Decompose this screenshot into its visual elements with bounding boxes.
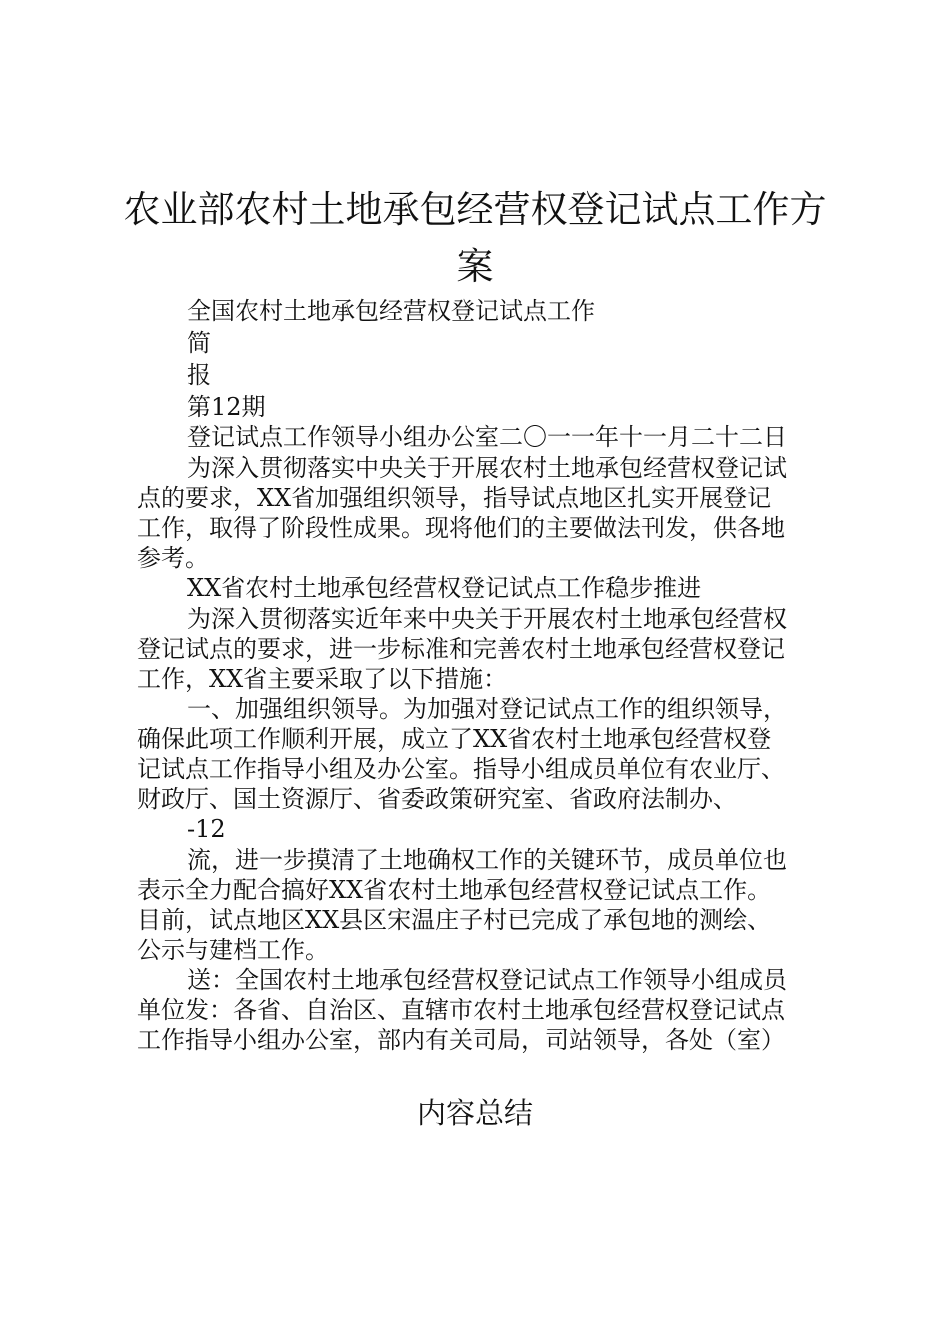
summary-heading: 内容总结 [416,1096,533,1130]
bulletin-name: 全国农村土地承包经营权登记试点工作 [187,297,595,325]
paragraph-line: 点的要求，XX省加强组织领导，指导试点地区扎实开展登记 [137,484,772,512]
bulletin-char-bao: 报 [187,361,211,389]
paragraph-line: 目前，试点地区XX县区宋温庄子村已完成了承包地的测绘、 [137,906,772,934]
paragraph-line: 财政厅、国土资源厅、省委政策研究室、省政府法制办、 [137,785,737,813]
section-heading: XX省农村土地承包经营权登记试点工作稳步推进 [187,574,702,602]
issue-number: 第12期 [187,393,266,421]
paragraph-line: 登记试点的要求，进一步标准和完善农村土地承包经营权登记 [137,635,785,663]
paragraph-line: 一、加强组织领导。为加强对登记试点工作的组织领导， [187,695,787,723]
document-title-line-1: 农业部农村土地承包经营权登记试点工作方 [123,188,827,231]
paragraph-line: 确保此项工作顺利开展，成立了XX省农村土地承包经营权登 [137,725,772,753]
paragraph-line: 公示与建档工作。 [137,936,329,964]
page-marker: -12 [187,815,226,843]
paragraph-line: 工作，取得了阶段性成果。现将他们的主要做法刊发，供各地 [137,514,785,542]
paragraph-line: 工作，XX省主要采取了以下措施： [137,665,508,693]
distribution-line: 工作指导小组办公室，部内有关司局，司站领导，各处（室） [137,1026,785,1054]
bulletin-char-jian: 简 [187,329,211,357]
paragraph-line: 参考。 [137,544,209,572]
distribution-line: 单位发：各省、自治区、直辖市农村土地承包经营权登记试点 [137,996,785,1024]
document-title-line-2: 案 [456,245,494,288]
distribution-line: 送：全国农村土地承包经营权登记试点工作领导小组成员 [187,966,787,994]
issuer-date: 登记试点工作领导小组办公室二〇一一年十一月二十二日 [187,423,787,451]
paragraph-line: 流，进一步摸清了土地确权工作的关键环节，成员单位也 [187,846,787,874]
paragraph-line: 为深入贯彻落实中央关于开展农村土地承包经营权登记试 [187,454,787,482]
paragraph-line: 表示全力配合搞好XX省农村土地承包经营权登记试点工作。 [137,876,772,904]
paragraph-line: 为深入贯彻落实近年来中央关于开展农村土地承包经营权 [187,605,787,633]
paragraph-line: 记试点工作指导小组及办公室。指导小组成员单位有农业厅、 [137,755,785,783]
